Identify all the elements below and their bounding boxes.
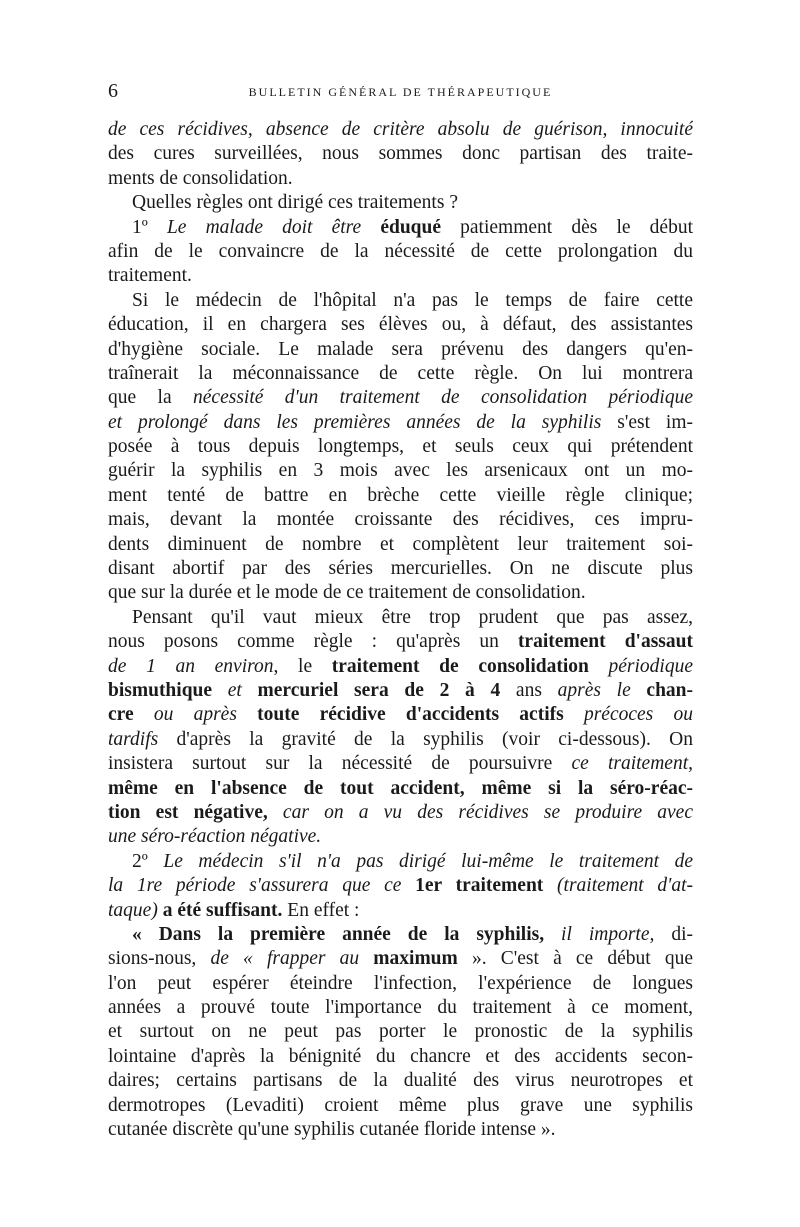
text-segment: ments de consolidation. bbox=[108, 167, 293, 189]
text-segment: patiemment dès le début bbox=[441, 216, 693, 238]
text-segment: éduqué bbox=[380, 216, 442, 238]
text-segment: dents diminuent de nombre et complètent leur traitement soi- bbox=[108, 533, 693, 555]
text-segment: a été suffisant. bbox=[157, 899, 283, 921]
text-segment: traitement de consolidation bbox=[331, 655, 589, 677]
text-segment: et surtout on ne peut pas porter le pronostic de la syphilis bbox=[108, 1021, 693, 1043]
text-line bbox=[108, 850, 693, 874]
text-segment: Le malade doit être bbox=[166, 216, 381, 238]
text-line bbox=[108, 1069, 693, 1093]
text-segment: traitement. bbox=[108, 265, 192, 287]
text-segment: éducation, il en chargera ses élèves ou, à défaut, des assistantes bbox=[108, 314, 693, 336]
text-line bbox=[108, 118, 693, 142]
text-segment: , le bbox=[273, 655, 332, 677]
text-segment: même en l'absence de tout accident, même si la séro-réac- bbox=[108, 777, 693, 799]
text-segment: périodique bbox=[588, 655, 693, 677]
text-segment: ou après bbox=[133, 704, 258, 726]
text-segment: mais, devant la montée croissante des récidives, ces impru- bbox=[108, 509, 693, 531]
text-line bbox=[108, 777, 693, 801]
text-segment: 2º bbox=[132, 850, 164, 872]
text-segment: bismuthique bbox=[108, 679, 213, 701]
text-line bbox=[108, 972, 693, 996]
text-line bbox=[108, 1094, 693, 1118]
text-line bbox=[108, 752, 693, 776]
text-segment: l'on peut espérer éteindre l'infection, l'expérience de longues bbox=[108, 972, 693, 994]
text-line bbox=[108, 289, 693, 313]
text-line bbox=[108, 313, 693, 337]
running-title: BULLETIN GÉNÉRAL DE THÉRAPEUTIQUE bbox=[248, 85, 553, 99]
text-line bbox=[108, 996, 693, 1020]
text-segment: la 1re période s'assurera que ce bbox=[108, 875, 416, 897]
text-segment: posée à tous depuis longtemps, et seuls ceux qui prétendent bbox=[108, 436, 693, 458]
text-line bbox=[108, 216, 693, 240]
text-line bbox=[108, 825, 693, 849]
text-segment: Si le médecin de l'hôpital n'a pas le temps de faire cette bbox=[132, 289, 693, 311]
text-segment: précoces ou bbox=[563, 704, 693, 726]
text-segment: En effet : bbox=[282, 899, 360, 921]
text-segment: car on a vu des récidives se produire avec bbox=[267, 801, 693, 823]
page-number: 6 bbox=[108, 80, 118, 102]
text-line bbox=[108, 411, 693, 435]
text-segment: maximum bbox=[373, 948, 458, 970]
text-segment: insistera surtout sur la nécessité de poursuivre bbox=[108, 753, 572, 775]
text-segment: lointaine d'après la bénignité du chancre et des accidents secon- bbox=[108, 1045, 693, 1067]
page-header bbox=[108, 80, 693, 104]
text-segment: chan- bbox=[630, 679, 693, 701]
text-segment: tion est négative, bbox=[108, 801, 268, 823]
text-line bbox=[108, 435, 693, 459]
text-segment: Quelles règles ont dirigé ces traitements ? bbox=[132, 192, 458, 214]
text-line bbox=[108, 338, 693, 362]
text-segment: des cures surveillées, nous sommes donc partisan des traite- bbox=[108, 143, 693, 165]
text-line bbox=[108, 728, 693, 752]
text-segment: d'hygiène sociale. Le malade sera prévenu des dangers qu'en- bbox=[108, 338, 693, 360]
text-line bbox=[108, 240, 693, 264]
text-segment: tardifs bbox=[108, 728, 159, 750]
text-segment: ment tenté de battre en brèche cette vieille règle clinique; bbox=[108, 484, 693, 506]
text-line bbox=[108, 581, 693, 605]
text-segment: ». C'est à ce début que bbox=[457, 948, 693, 970]
text-line bbox=[108, 947, 693, 971]
text-segment: une séro-réaction négative. bbox=[108, 826, 322, 848]
text-segment: de 1 an environ bbox=[108, 655, 274, 677]
text-segment: traînerait la méconnaissance de cette règle. On lui montrera bbox=[108, 362, 693, 384]
text-segment: « Dans la première année de la syphilis, bbox=[132, 923, 545, 945]
text-segment: Pensant qu'il vaut mieux être trop prudent que pas assez, bbox=[132, 606, 693, 628]
text-line bbox=[108, 142, 693, 166]
text-line bbox=[108, 1020, 693, 1044]
text-segment: et prolongé dans les premières années de la syphilis bbox=[108, 411, 602, 433]
text-segment: guérir la syphilis en 3 mois avec les arsenicaux ont un mo- bbox=[108, 460, 693, 482]
body-text bbox=[108, 118, 693, 1142]
text-segment: nous posons comme règle : qu'après un bbox=[108, 631, 518, 653]
text-segment: sions-nous, bbox=[108, 948, 211, 970]
text-segment: cre bbox=[108, 704, 134, 726]
text-segment: après le bbox=[557, 679, 631, 701]
text-segment: et bbox=[212, 679, 258, 701]
text-line bbox=[108, 923, 693, 947]
text-segment: daires; certains partisans de la dualité des virus neurotropes et bbox=[108, 1070, 693, 1092]
text-segment: toute récidive d'accidents actifs bbox=[257, 704, 564, 726]
text-segment: disant abortif par des séries mercurielles. On ne discute plus bbox=[108, 558, 693, 580]
text-segment: nécessité d'un traitement de consolidation périodique bbox=[193, 387, 693, 409]
text-line bbox=[108, 630, 693, 654]
text-segment: taque) bbox=[108, 899, 158, 921]
text-line bbox=[108, 1118, 693, 1142]
text-segment: de ces récidives, absence de critère absolu de guérison, innocuité bbox=[108, 119, 693, 140]
text-line bbox=[108, 264, 693, 288]
text-line bbox=[108, 386, 693, 410]
text-segment: 1º bbox=[132, 216, 167, 238]
text-segment: ans bbox=[500, 679, 558, 701]
text-segment: traitement d'assaut bbox=[517, 631, 693, 653]
text-segment: de « frapper au bbox=[210, 948, 374, 970]
text-line bbox=[108, 679, 693, 703]
text-line bbox=[108, 655, 693, 679]
text-line bbox=[108, 459, 693, 483]
text-line bbox=[108, 167, 693, 191]
text-segment: afin de le convaincre de la nécessité de cette prolongation du bbox=[108, 240, 693, 262]
text-segment: di- bbox=[654, 923, 693, 945]
text-segment: Le médecin s'il n'a pas dirigé lui-même le traitement de bbox=[163, 850, 693, 872]
text-segment: s'est im- bbox=[601, 411, 693, 433]
text-line bbox=[108, 557, 693, 581]
text-segment: (traitement d'at- bbox=[543, 875, 693, 897]
text-segment: il importe, bbox=[544, 923, 655, 945]
text-line bbox=[108, 899, 693, 923]
text-line bbox=[108, 362, 693, 386]
text-segment: d'après la gravité de la syphilis (voir ci-dessous). On bbox=[158, 728, 693, 750]
text-segment: ce traitement, bbox=[571, 753, 693, 775]
text-segment: que la bbox=[108, 387, 194, 409]
text-line bbox=[108, 533, 693, 557]
text-line bbox=[108, 801, 693, 825]
text-segment: dermotropes (Levaditi) croient même plus grave une syphilis bbox=[108, 1094, 693, 1116]
text-line bbox=[108, 484, 693, 508]
text-line bbox=[108, 508, 693, 532]
text-segment: que sur la durée et le mode de ce traitement de consolidation. bbox=[108, 582, 586, 604]
text-line bbox=[108, 703, 693, 727]
text-line bbox=[108, 191, 693, 215]
text-segment: cutanée discrète qu'une syphilis cutanée floride intense ». bbox=[108, 1119, 556, 1141]
text-segment: mercuriel sera de 2 à 4 bbox=[257, 679, 501, 701]
text-segment: années a prouvé toute l'importance du traitement à ce moment, bbox=[108, 997, 693, 1019]
text-segment: 1er traitement bbox=[415, 875, 544, 897]
text-line bbox=[108, 606, 693, 630]
text-line bbox=[108, 874, 693, 898]
text-line bbox=[108, 1045, 693, 1069]
